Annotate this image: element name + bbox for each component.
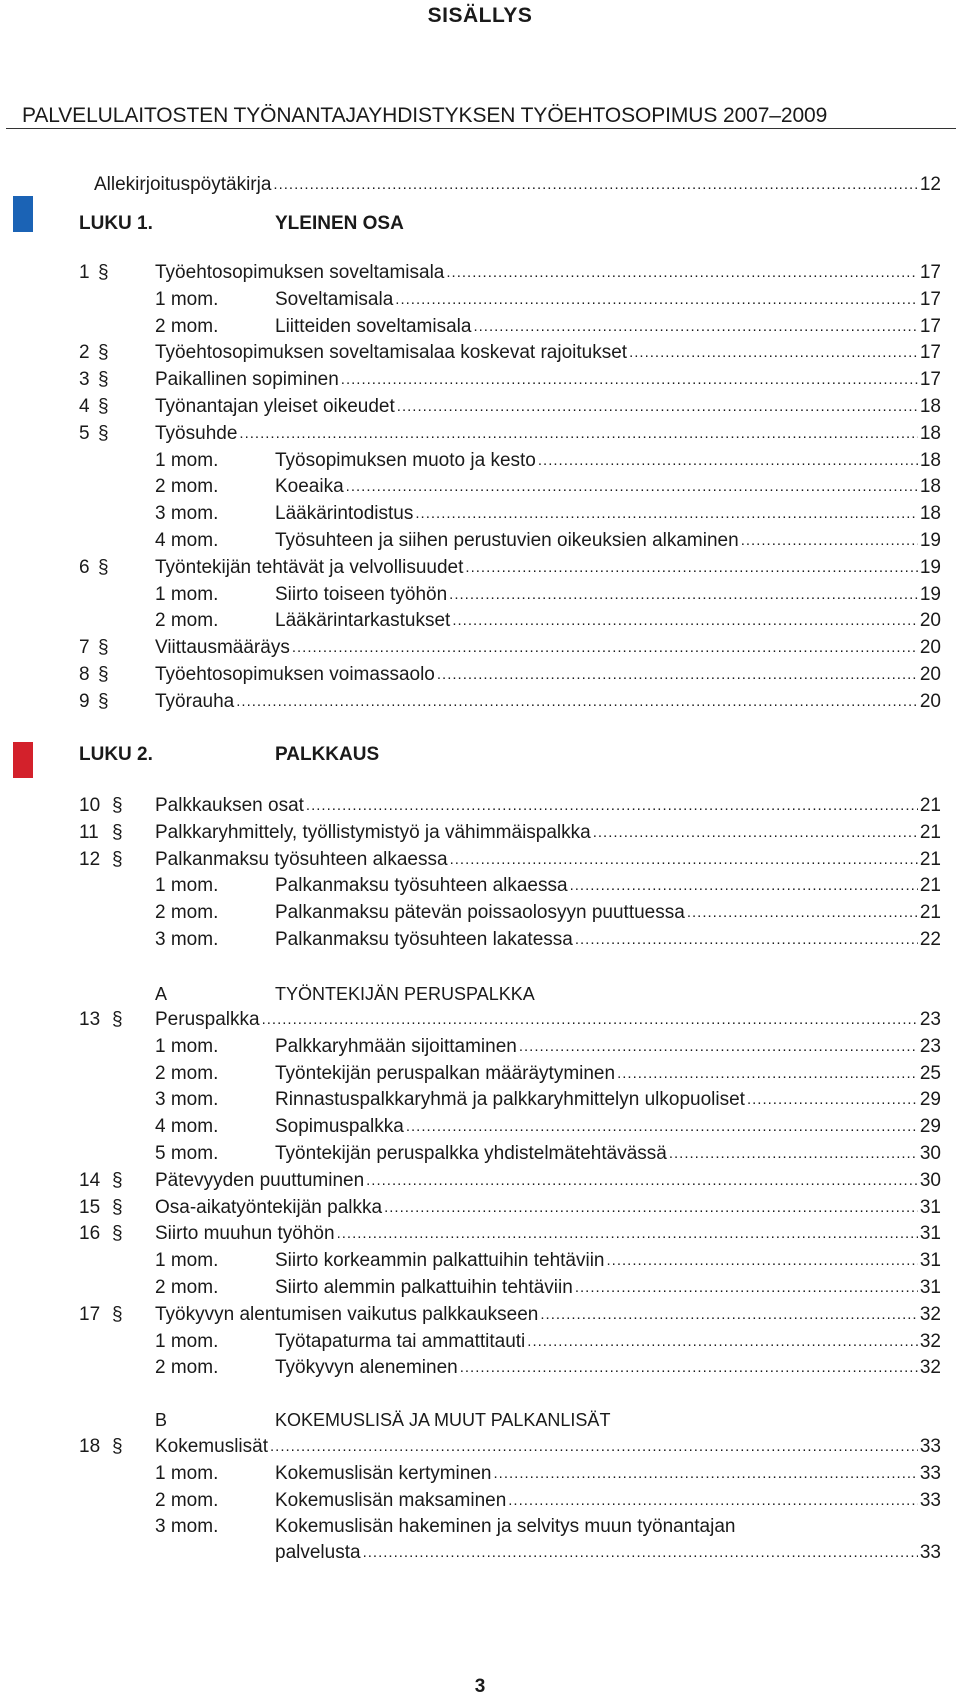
toc-entry-title: Kokemuslisän kertyminen — [275, 1462, 492, 1484]
moment-label: 2 mom. — [155, 1277, 219, 1298]
toc-entry — [275, 1488, 941, 1515]
section-number: 1 — [79, 262, 90, 283]
subsection-heading-b — [0, 1407, 960, 1433]
toc-page-number: 32 — [919, 1303, 941, 1325]
section-symbol: § — [98, 422, 109, 444]
section-number: 6 — [79, 556, 90, 578]
toc-page-number: 19 — [919, 583, 941, 605]
toc-entry-title: Työkyvyn aleneminen — [275, 1357, 458, 1379]
section-symbol: § — [112, 1009, 123, 1030]
toc-entry — [155, 1302, 941, 1329]
toc-entry — [275, 1141, 941, 1168]
section-number: 17 — [79, 1303, 101, 1325]
page-number: 3 — [474, 1676, 486, 1697]
dot-leader — [575, 1275, 918, 1301]
section-number: 12 — [79, 848, 101, 870]
toc-subitem — [0, 1114, 960, 1140]
toc-page-number: 19 — [919, 556, 941, 578]
agreement-title: PALVELULAITOSTEN TYÖNANTAJAYHDISTYKSEN TYÖEHTOSOPIMUS 2007–2009 — [22, 104, 828, 127]
toc-entry-title: Palkanmaksu työsuhteen lakatessa — [275, 929, 573, 950]
toc-entry — [275, 314, 941, 341]
dot-leader — [397, 394, 918, 420]
toc-intro — [0, 172, 960, 198]
dot-leader — [460, 1355, 918, 1381]
dot-leader — [747, 1087, 918, 1113]
toc-entry-title: Lääkärintodistus — [275, 503, 414, 525]
toc-entry — [275, 1275, 941, 1302]
moment-label: 1 mom. — [155, 1250, 219, 1272]
toc-entry — [155, 421, 941, 448]
toc-page-number: 30 — [919, 1169, 941, 1191]
toc-entry — [275, 900, 941, 927]
dot-leader — [273, 172, 917, 198]
chapter-title: YLEINEN OSA — [275, 213, 404, 234]
toc-subitem — [0, 1141, 960, 1167]
dot-leader — [346, 474, 918, 500]
toc-entry — [155, 260, 941, 287]
chapter-heading-luku-2 — [0, 742, 960, 768]
subsection-title: KOKEMUSLISÄ JA MUUT PALKANLISÄT — [275, 1410, 611, 1430]
toc-subitem — [0, 1275, 960, 1301]
toc-entry-title: Pätevyyden puuttuminen — [155, 1169, 365, 1191]
toc-entry-title: Työehtosopimuksen soveltamisala — [155, 262, 445, 283]
section-number: 5 — [79, 422, 90, 444]
toc-entry-title: Palkkaryhmään sijoittaminen — [275, 1035, 517, 1057]
toc-item — [0, 1195, 960, 1221]
moment-label: 5 mom. — [155, 1143, 219, 1164]
moment-label: 1 mom. — [155, 288, 219, 310]
section-symbol: § — [112, 1223, 123, 1245]
toc-page-number: 17 — [919, 315, 941, 337]
toc-entry-title: palvelusta — [275, 1542, 361, 1564]
dot-leader — [366, 1168, 918, 1194]
dot-leader — [669, 1141, 918, 1167]
toc-page-number: 18 — [919, 396, 941, 417]
section-symbol: § — [112, 821, 123, 843]
toc-entry-title: Työehtosopimuksen soveltamisalaa koskevat rajoitukset — [155, 342, 628, 364]
dot-leader — [519, 1034, 918, 1060]
toc-subitem — [0, 900, 960, 926]
toc-page-number: 32 — [919, 1330, 941, 1352]
toc-page-number: 33 — [919, 1542, 941, 1564]
dot-leader — [449, 582, 918, 608]
toc-entry — [155, 635, 941, 662]
toc-subitem — [0, 528, 960, 554]
dot-leader — [341, 367, 918, 393]
toc-entry-title: Palkanmaksu työsuhteen alkaessa — [275, 875, 568, 897]
toc-page-number: 33 — [919, 1436, 941, 1457]
section-symbol: § — [112, 1303, 123, 1325]
section-number: 2 — [79, 342, 90, 364]
toc-item — [0, 689, 960, 715]
toc-item — [0, 847, 960, 873]
toc-entry — [275, 1461, 941, 1488]
toc-entry — [275, 1248, 941, 1275]
toc-entry-title: Työntekijän peruspalkan määräytyminen — [275, 1062, 616, 1084]
toc-entry-title: Siirto muuhun työhön — [155, 1223, 335, 1245]
moment-label: 1 mom. — [155, 583, 219, 605]
moment-label: 2 mom. — [155, 1357, 219, 1379]
moment-label: 2 mom. — [155, 610, 219, 632]
subsection-title: TYÖNTEKIJÄN PERUSPALKKA — [275, 984, 535, 1004]
toc-page-number: 31 — [919, 1196, 941, 1218]
toc-entry — [94, 172, 941, 199]
dot-leader — [406, 1114, 918, 1140]
toc-subitem — [0, 501, 960, 527]
toc-entry-title: Työnantajan yleiset oikeudet — [155, 396, 395, 417]
section-number: 8 — [79, 664, 90, 685]
toc-subitem — [0, 927, 960, 953]
page-title: SISÄLLYS — [427, 4, 533, 27]
toc-entry-title: Koeaika — [275, 476, 344, 498]
toc-entry-title: Palkkauksen osat — [155, 795, 304, 816]
toc-entry-title: Osa-aikatyöntekijän palkka — [155, 1196, 383, 1218]
toc-subitem — [0, 314, 960, 340]
title-divider — [6, 128, 956, 129]
moment-label: 1 mom. — [155, 449, 219, 471]
toc-entry-title: Työtapaturma tai ammattitauti — [275, 1330, 526, 1352]
dot-leader — [593, 820, 918, 846]
section-number: 10 — [79, 795, 101, 816]
section-number: 14 — [79, 1169, 101, 1191]
toc-page-number: 31 — [919, 1250, 941, 1272]
toc-entry — [275, 1329, 941, 1356]
section-symbol: § — [112, 795, 123, 816]
toc-item — [0, 1007, 960, 1033]
toc-page-number: 12 — [919, 174, 941, 195]
toc-entry — [155, 847, 941, 874]
dot-leader — [236, 689, 918, 715]
section-symbol: § — [98, 556, 109, 578]
toc-entry-title: Paikallinen sopiminen — [155, 369, 339, 391]
toc-page-number: 31 — [919, 1277, 941, 1298]
toc-entry — [155, 1007, 941, 1034]
dot-leader — [450, 847, 918, 873]
toc-page-number: 31 — [919, 1223, 941, 1245]
toc-entry — [155, 1168, 941, 1195]
section-symbol: § — [98, 664, 109, 685]
section-symbol: § — [98, 262, 109, 283]
toc-subitem — [0, 608, 960, 634]
toc-item — [0, 367, 960, 393]
toc-page-number: 22 — [919, 929, 941, 950]
toc-entry-title: Työkyvyn alentumisen vaikutus palkkaukseen — [155, 1303, 539, 1325]
toc-page-number: 18 — [919, 476, 941, 498]
moment-label: 2 mom. — [155, 1062, 219, 1084]
toc-entry-title: Työntekijän peruspalkka yhdistelmätehtävässä — [275, 1143, 667, 1164]
toc-entry-title: Rinnastuspalkkaryhmä ja palkkaryhmittelyn ulkopuoliset — [275, 1089, 745, 1111]
toc-entry-title: Allekirjoituspöytäkirja — [94, 174, 272, 195]
toc-item — [0, 421, 960, 447]
dot-leader — [540, 1302, 917, 1328]
toc-entry — [275, 1061, 941, 1088]
section-symbol: § — [98, 369, 109, 391]
toc-page-number: 25 — [919, 1062, 941, 1084]
toc-subitem — [0, 448, 960, 474]
toc-subitem — [0, 1355, 960, 1381]
toc-entry — [155, 555, 941, 582]
dot-leader — [384, 1195, 918, 1221]
toc-entry-title: Kokemuslisän maksaminen — [275, 1489, 507, 1511]
toc-entry-title: Siirto toiseen työhön — [275, 583, 448, 605]
dot-leader — [575, 927, 918, 953]
toc-entry — [155, 820, 941, 847]
moment-label: 2 mom. — [155, 902, 219, 924]
toc-entry — [155, 367, 941, 394]
moment-label: 1 mom. — [155, 875, 219, 897]
toc-item — [0, 1168, 960, 1194]
toc-entry-title: Työehtosopimuksen voimassaolo — [155, 664, 435, 685]
section-number: 15 — [79, 1196, 101, 1218]
moment-label: 1 mom. — [155, 1330, 219, 1352]
dot-leader — [452, 608, 918, 634]
toc-entry — [155, 793, 941, 820]
dot-leader — [538, 448, 918, 474]
toc-page-number: 33 — [919, 1462, 941, 1484]
toc-page-number: 17 — [919, 369, 941, 391]
toc-entry — [155, 394, 941, 421]
toc-page-number: 23 — [919, 1035, 941, 1057]
chapter-title: PALKKAUS — [275, 744, 380, 765]
section-symbol: § — [112, 1196, 123, 1218]
dot-leader — [473, 314, 917, 340]
toc-item — [0, 793, 960, 819]
toc-page-number: 17 — [919, 288, 941, 310]
toc-page-number: 23 — [919, 1009, 941, 1030]
dot-leader — [446, 260, 917, 286]
toc-subitem — [0, 1488, 960, 1514]
toc-page-number: 21 — [919, 795, 941, 816]
toc-entry — [275, 1114, 941, 1141]
toc-subitem — [0, 287, 960, 313]
section-number: 11 — [79, 821, 99, 843]
toc-entry — [275, 528, 941, 555]
toc-item — [0, 394, 960, 420]
dot-leader — [239, 421, 917, 447]
section-symbol: § — [112, 1436, 123, 1457]
moment-label: 2 mom. — [155, 1489, 219, 1511]
toc-entry — [275, 448, 941, 475]
toc-subitem-continuation — [0, 1540, 960, 1566]
toc-entry — [275, 287, 941, 314]
toc-entry — [275, 582, 941, 609]
section-symbol: § — [98, 637, 109, 659]
toc-entry-title: Peruspalkka — [155, 1009, 260, 1030]
dot-leader — [493, 1461, 917, 1487]
moment-label: 4 mom. — [155, 530, 219, 551]
toc-page-number: 18 — [919, 503, 941, 525]
toc-page-number: 29 — [919, 1116, 941, 1138]
toc-entry-title: Kokemuslisän hakeminen ja selvitys muun työnantajan — [275, 1516, 736, 1538]
section-number: 3 — [79, 369, 90, 391]
toc-page-number: 21 — [919, 848, 941, 870]
toc-entry — [275, 1355, 941, 1382]
dot-leader — [527, 1329, 918, 1355]
toc-entry-title: Kokemuslisät — [155, 1436, 268, 1457]
toc-subitem — [0, 1034, 960, 1060]
section-number: 7 — [79, 637, 90, 659]
toc-item — [0, 1434, 960, 1460]
toc-item — [0, 340, 960, 366]
dot-leader — [629, 340, 918, 366]
toc-page-number: 17 — [919, 342, 941, 364]
toc-entry-title: Liitteiden soveltamisala — [275, 315, 472, 337]
toc-item — [0, 555, 960, 581]
toc-entry — [275, 474, 941, 501]
toc-subitem — [0, 1248, 960, 1274]
moment-label: 3 mom. — [155, 503, 219, 525]
dot-leader — [617, 1061, 918, 1087]
toc-page-number: 21 — [919, 821, 941, 843]
toc-entry-title: Työsuhteen ja siihen perustuvien oikeuksien alkaminen — [275, 530, 739, 551]
toc-item — [0, 662, 960, 688]
dot-leader — [465, 555, 917, 581]
dot-leader — [687, 900, 918, 926]
toc-entry-title: Siirto alemmin palkattuihin tehtäviin — [275, 1277, 573, 1298]
toc-item — [0, 820, 960, 846]
toc-entry-title: Palkanmaksu pätevän poissaolosyyn puuttuessa — [275, 902, 685, 924]
toc-entry — [275, 873, 941, 900]
section-number: 9 — [79, 690, 90, 712]
dot-leader — [337, 1221, 918, 1247]
toc-page-number: 18 — [919, 449, 941, 471]
moment-label: 1 mom. — [155, 1035, 219, 1057]
section-symbol: § — [98, 342, 109, 364]
dot-leader — [262, 1007, 918, 1033]
subsection-heading-a — [0, 981, 960, 1007]
toc-subitem — [0, 1329, 960, 1355]
toc-entry — [155, 689, 941, 716]
toc-subitem — [0, 474, 960, 500]
chapter-label: LUKU 2. — [79, 744, 153, 765]
moment-label: 1 mom. — [155, 1462, 219, 1484]
toc-item — [0, 1302, 960, 1328]
toc-page-number: 18 — [919, 422, 941, 444]
dot-leader — [306, 793, 918, 819]
toc-entry-title: Viittausmääräys — [155, 637, 290, 659]
toc-entry — [275, 501, 941, 528]
toc-entry-title: Palkkaryhmittely, työllistymistyö ja vähimmäispalkka — [155, 821, 591, 843]
toc-subitem — [0, 582, 960, 608]
toc-entry-title: Siirto korkeammin palkattuihin tehtäviin — [275, 1250, 605, 1272]
moment-label: 2 mom. — [155, 315, 219, 337]
toc-page-number: 32 — [919, 1357, 941, 1379]
toc-page-number: 33 — [919, 1489, 941, 1511]
dot-leader — [415, 501, 917, 527]
toc-entry — [155, 662, 941, 689]
toc-entry-title: Työsopimuksen muoto ja kesto — [275, 449, 536, 471]
toc-entry-title: Palkanmaksu työsuhteen alkaessa — [155, 848, 448, 870]
section-number: 4 — [79, 396, 90, 417]
toc-entry — [275, 608, 941, 635]
toc-page-number: 20 — [919, 637, 941, 659]
dot-leader — [270, 1434, 918, 1460]
toc-entry-title: Työrauha — [155, 690, 235, 712]
toc-entry-title: Lääkärintarkastukset — [275, 610, 451, 632]
toc-page-number: 29 — [919, 1089, 941, 1111]
toc-entry-title: Työsuhde — [155, 422, 238, 444]
toc-entry — [275, 1034, 941, 1061]
dot-leader — [292, 635, 918, 661]
toc-page-number: 30 — [919, 1143, 941, 1164]
section-symbol: § — [112, 1169, 123, 1191]
toc-entry — [155, 1195, 941, 1222]
toc-page-number: 21 — [919, 902, 941, 924]
toc-entry-title: Soveltamisala — [275, 288, 394, 310]
toc-subitem — [0, 1461, 960, 1487]
toc-subitem — [0, 873, 960, 899]
toc-item — [0, 635, 960, 661]
toc-entry — [275, 1087, 941, 1114]
toc-page-number: 20 — [919, 664, 941, 685]
chapter-label: LUKU 1. — [79, 213, 153, 234]
section-symbol: § — [112, 848, 123, 870]
toc-entry — [275, 927, 941, 954]
toc-entry-title: Sopimuspalkka — [275, 1116, 404, 1138]
dot-leader — [395, 287, 918, 313]
moment-label: 3 mom. — [155, 929, 219, 950]
dot-leader — [741, 528, 918, 554]
toc-page-number: 19 — [919, 530, 941, 551]
subsection-letter: B — [155, 1410, 168, 1430]
toc-page-number: 21 — [919, 875, 941, 897]
subsection-letter: A — [155, 984, 168, 1004]
toc-item — [0, 1221, 960, 1247]
toc-entry-title: Työntekijän tehtävät ja velvollisuudet — [155, 556, 464, 578]
toc-subitem — [0, 1087, 960, 1113]
section-number: 18 — [79, 1436, 101, 1457]
toc-entry — [155, 340, 941, 367]
toc-item — [0, 260, 960, 286]
toc-page-number: 20 — [919, 610, 941, 632]
chapter-heading-luku-1 — [0, 211, 960, 237]
section-number: 16 — [79, 1223, 101, 1245]
dot-leader — [607, 1248, 918, 1274]
toc-entry — [275, 1540, 941, 1567]
moment-label: 3 mom. — [155, 1516, 219, 1538]
toc-entry — [155, 1221, 941, 1248]
dot-leader — [437, 662, 918, 688]
toc-page-number: 17 — [919, 262, 941, 283]
toc-entry — [155, 1434, 941, 1461]
moment-label: 2 mom. — [155, 476, 219, 498]
toc-page-number: 20 — [919, 690, 941, 712]
section-symbol: § — [98, 396, 109, 417]
toc-subitem — [0, 1061, 960, 1087]
dot-leader — [363, 1540, 918, 1566]
moment-label: 4 mom. — [155, 1116, 219, 1138]
dot-leader — [508, 1488, 918, 1514]
section-symbol: § — [98, 690, 109, 712]
toc-subitem — [0, 1514, 960, 1540]
section-number: 13 — [79, 1009, 101, 1030]
dot-leader — [570, 873, 918, 899]
moment-label: 3 mom. — [155, 1089, 219, 1111]
